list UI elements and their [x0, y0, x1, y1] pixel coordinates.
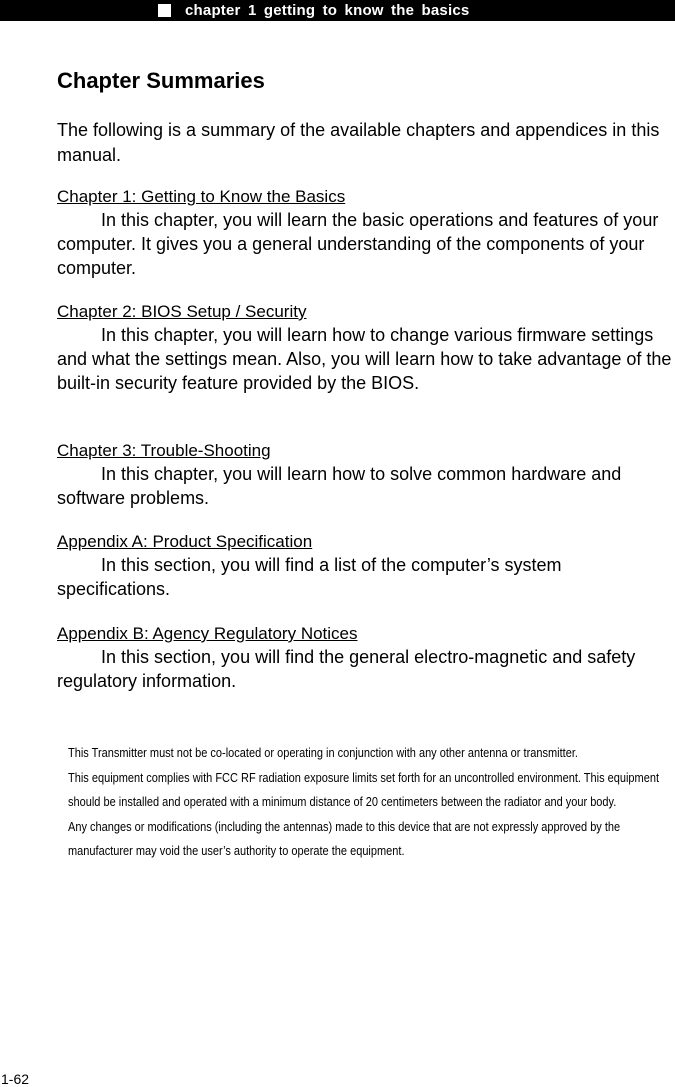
- chapter-2-link[interactable]: Chapter 2: BIOS Setup / Security: [57, 302, 307, 321]
- fcc-notice: [68, 741, 666, 864]
- appendix-a-description: In this section, you will find a list of the computer’s system specifications.: [57, 555, 562, 599]
- notice-rf-exposure: This equipment complies with FCC RF radiation exposure limits set forth for an uncontrolled environment. This equipment should be installed and operated with a minimum distance of 20 centimeters between the radiator and your body.: [68, 770, 660, 809]
- intro-paragraph: The following is a summary of the available chapters and appendices in this manual.: [57, 120, 660, 165]
- page-title: Chapter Summaries: [57, 68, 265, 93]
- section-chapter-3: [57, 440, 675, 510]
- chapter-3-description: In this chapter, you will learn how to solve common hardware and software problems.: [57, 464, 622, 508]
- chapter-3-link[interactable]: Chapter 3: Trouble-Shooting: [57, 441, 271, 460]
- chapter-header-title: chapter 1 getting to know the basics: [185, 2, 470, 19]
- chapter-2-description: In this chapter, you will learn how to change various firmware settings and what the settings mean. Also, you will learn how to take advantage of the built-in security feature provided by the BIOS.: [57, 325, 672, 393]
- appendix-b-link[interactable]: Appendix B: Agency Regulatory Notices: [57, 624, 358, 643]
- chapter-header: [158, 1, 469, 20]
- filled-square-icon: [158, 4, 171, 17]
- section-appendix-b: [57, 623, 675, 693]
- chapter-1-link[interactable]: Chapter 1: Getting to Know the Basics: [57, 187, 346, 206]
- section-chapter-1: [57, 186, 675, 280]
- chapter-header-bar: [0, 0, 675, 21]
- section-chapter-2: [57, 301, 675, 395]
- notice-colocation: This Transmitter must not be co-located or operating in conjunction with any other antenna or transmitter.: [68, 746, 578, 760]
- chapter-1-description: In this chapter, you will learn the basic operations and features of your computer. It gives you a general understanding of the components of your computer.: [57, 210, 659, 278]
- appendix-b-description: In this section, you will find the general electro-magnetic and safety regulatory information.: [57, 647, 636, 691]
- section-appendix-a: [57, 531, 675, 601]
- page-number: 1-62: [1, 1071, 30, 1087]
- appendix-a-link[interactable]: Appendix A: Product Specification: [57, 532, 313, 551]
- notice-modifications: Any changes or modifications (including the antennas) made to this device that are not expressly approved by the manufacturer may void the user’s authority to operate the equipment.: [68, 819, 621, 858]
